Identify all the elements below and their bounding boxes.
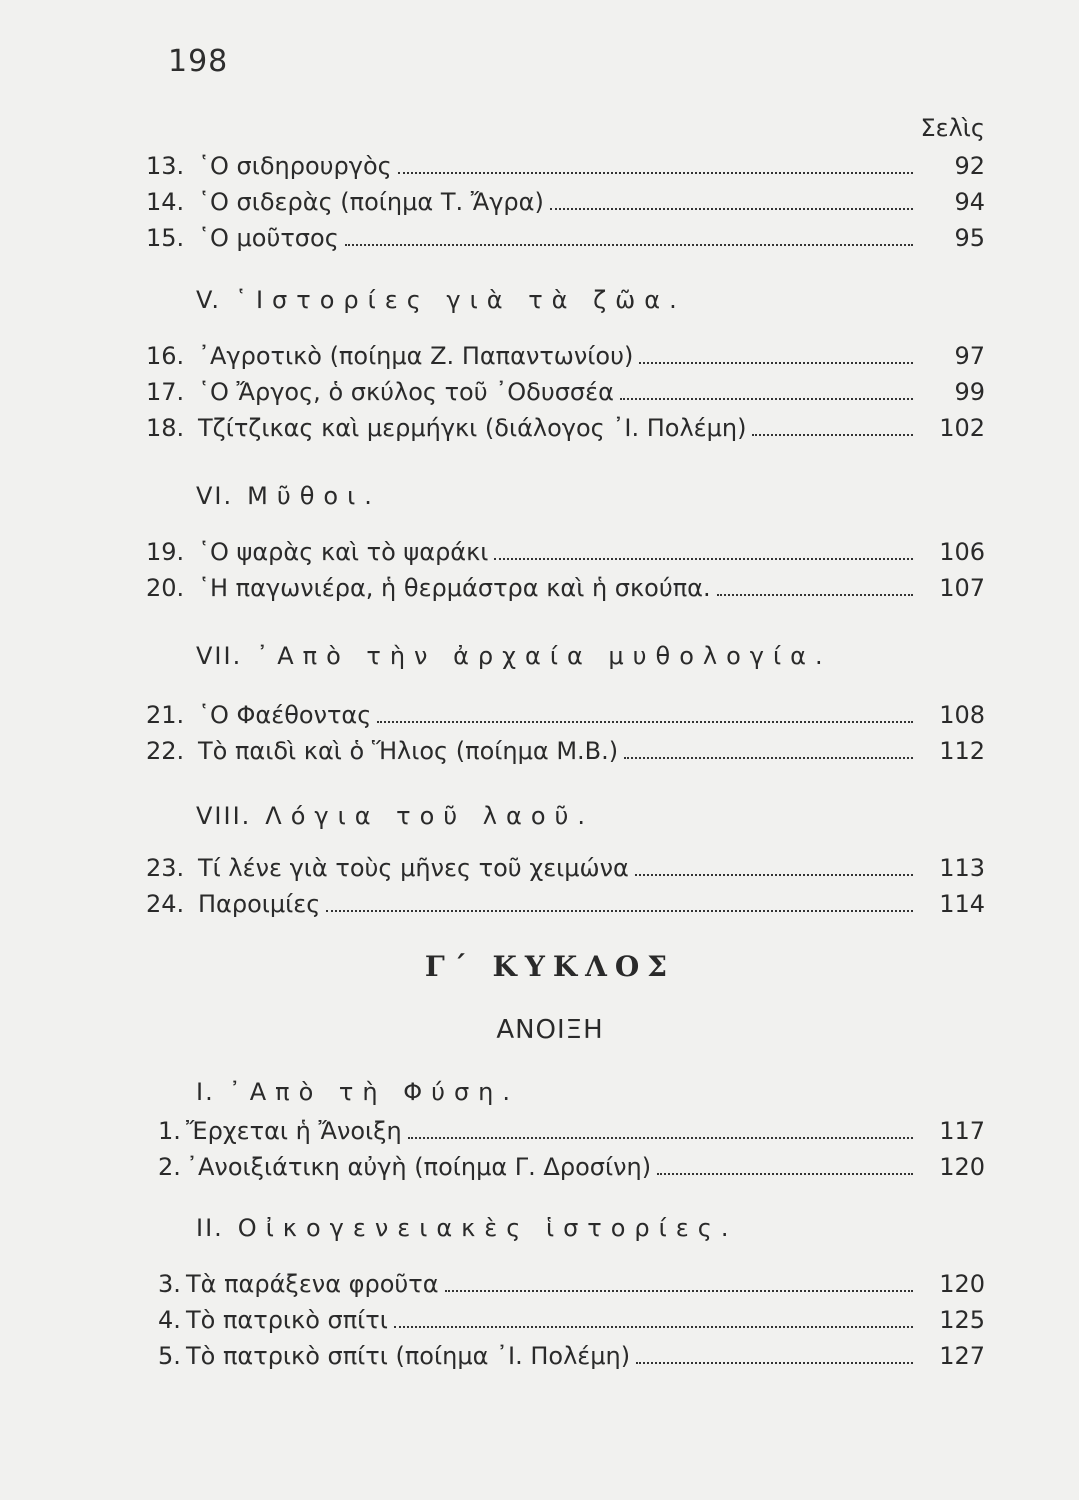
toc-entry-title: Τὸ πατρικὸ σπίτι bbox=[186, 1306, 388, 1334]
toc-entry-number: 19. bbox=[146, 538, 185, 566]
toc-entry-title: ῾Ο Ἄργος, ὁ σκύλος τοῦ ᾿Οδυσσέα bbox=[198, 378, 614, 406]
section-heading bbox=[196, 802, 594, 830]
toc-entry-title: ῾Ο σιδηρουργὸς bbox=[198, 152, 392, 180]
toc-entry-page: 108 bbox=[939, 701, 985, 729]
dot-leader bbox=[639, 362, 913, 364]
section-heading bbox=[196, 642, 832, 670]
toc-entry-number: 13. bbox=[146, 152, 185, 180]
toc-entry-page: 113 bbox=[939, 854, 985, 882]
toc-entry-page: 125 bbox=[939, 1306, 985, 1334]
dot-leader bbox=[494, 558, 913, 560]
dot-leader bbox=[345, 244, 913, 246]
toc-entry bbox=[0, 338, 1079, 374]
toc-entry-page: 97 bbox=[954, 342, 985, 370]
toc-entry-number: 3. bbox=[158, 1270, 181, 1298]
cycle-title: Γ΄ ΚΥΚΛΟΣ bbox=[424, 950, 676, 983]
dot-leader bbox=[408, 1137, 913, 1139]
toc-entry-title: Τὸ πατρικὸ σπίτι (ποίημα ᾿Ι. Πολέμη) bbox=[186, 1342, 631, 1370]
toc-entry bbox=[0, 1338, 1079, 1374]
toc-entry-number: 1. bbox=[158, 1117, 181, 1145]
dot-leader bbox=[326, 910, 913, 912]
section-heading bbox=[196, 482, 381, 510]
dot-leader bbox=[635, 874, 913, 876]
section-title: Μῦθοι. bbox=[247, 482, 381, 510]
toc-entry-page: 99 bbox=[954, 378, 985, 406]
section-title: ᾿Απὸ τὴ Φύση. bbox=[228, 1078, 520, 1106]
dot-leader bbox=[550, 208, 913, 210]
toc-entry bbox=[0, 374, 1079, 410]
dot-leader bbox=[445, 1290, 913, 1292]
dot-leader bbox=[620, 398, 913, 400]
section-numeral: VII. bbox=[196, 642, 243, 670]
dot-leader bbox=[394, 1326, 913, 1328]
toc-entry-number: 5. bbox=[158, 1342, 181, 1370]
toc-entry-page: 114 bbox=[939, 890, 985, 918]
toc-entry-number: 24. bbox=[146, 890, 185, 918]
toc-entry bbox=[0, 1266, 1079, 1302]
toc-entry-number: 15. bbox=[146, 224, 185, 252]
toc-entry bbox=[0, 1113, 1079, 1149]
dot-leader bbox=[624, 757, 913, 759]
toc-entry-number: 4. bbox=[158, 1306, 181, 1334]
toc-entry-title: Τζίτζικας καὶ μερμήγκι (διάλογος ᾿Ι. Πολέμη) bbox=[198, 414, 747, 442]
toc-entry-page: 120 bbox=[939, 1270, 985, 1298]
section-title: Λόγια τοῦ λαοῦ. bbox=[265, 802, 595, 830]
toc-entry-number: 16. bbox=[146, 342, 185, 370]
section-numeral: I. bbox=[196, 1078, 215, 1106]
toc-entry bbox=[0, 850, 1079, 886]
toc-entry bbox=[0, 1149, 1079, 1185]
toc-entry bbox=[0, 886, 1079, 922]
toc-entry bbox=[0, 534, 1079, 570]
dot-leader bbox=[636, 1362, 913, 1364]
toc-entry-number: 21. bbox=[146, 701, 185, 729]
toc-entry-page: 117 bbox=[939, 1117, 985, 1145]
toc-entry-title: ῾Ο μοῦτσος bbox=[198, 224, 339, 252]
page-number: 198 bbox=[168, 44, 229, 79]
toc-entry-number: 23. bbox=[146, 854, 185, 882]
toc-entry-number: 2. bbox=[158, 1153, 181, 1181]
toc-entry-page: 92 bbox=[954, 152, 985, 180]
toc-entry bbox=[0, 733, 1079, 769]
section-heading bbox=[196, 1214, 737, 1242]
section-numeral: VI. bbox=[196, 482, 234, 510]
section-numeral: VIII. bbox=[196, 802, 252, 830]
toc-entry bbox=[0, 570, 1079, 606]
toc-entry-number: 18. bbox=[146, 414, 185, 442]
dot-leader bbox=[752, 434, 913, 436]
toc-entry bbox=[0, 184, 1079, 220]
toc-entry bbox=[0, 148, 1079, 184]
toc-entry-page: 102 bbox=[939, 414, 985, 442]
toc-entry-page: 107 bbox=[939, 574, 985, 602]
section-numeral: V. bbox=[196, 286, 221, 314]
toc-entry-page: 120 bbox=[939, 1153, 985, 1181]
section-title: Οἰκογενειακὲς ἱστορίες. bbox=[237, 1214, 738, 1242]
toc-entry-title: Τὸ παιδὶ καὶ ὁ Ἥλιος (ποίημα Μ.Β.) bbox=[198, 737, 619, 765]
dot-leader bbox=[717, 594, 913, 596]
toc-entry bbox=[0, 697, 1079, 733]
toc-entry-page: 127 bbox=[939, 1342, 985, 1370]
section-title: ῾Ιστορίες γιὰ τὰ ζῶα. bbox=[234, 286, 686, 314]
page-column-label: Σελὶς bbox=[920, 114, 985, 142]
toc-entry-title: ῾Ο Φαέθοντας bbox=[198, 701, 372, 729]
toc-entry-title: ῾Ο σιδερὰς (ποίημα Τ. Ἄγρα) bbox=[198, 188, 544, 216]
section-numeral: II. bbox=[196, 1214, 224, 1242]
toc-entry bbox=[0, 410, 1079, 446]
toc-entry-title: ῾Ο ψαρὰς καὶ τὸ ψαράκι bbox=[198, 538, 489, 566]
toc-entry-title: Τί λένε γιὰ τοὺς μῆνες τοῦ χειμώνα bbox=[198, 854, 629, 882]
toc-entry-number: 22. bbox=[146, 737, 185, 765]
toc-entry-title: Ἔρχεται ἡ Ἄνοιξη bbox=[186, 1117, 402, 1145]
section-title: ᾿Απὸ τὴν ἀρχαία μυθολογία. bbox=[256, 642, 832, 670]
dot-leader bbox=[657, 1173, 913, 1175]
toc-entry-title: Τὰ παράξενα φροῦτα bbox=[186, 1270, 439, 1298]
dot-leader bbox=[377, 721, 913, 723]
season-title: ΑΝΟΙΞΗ bbox=[496, 1015, 604, 1045]
toc-entry-page: 95 bbox=[954, 224, 985, 252]
toc-entry-title: ᾿Ανοιξιάτικη αὐγὴ (ποίημα Γ. Δροσίνη) bbox=[186, 1153, 652, 1181]
toc-entry-title: ᾿Αγροτικὸ (ποίημα Ζ. Παπαντωνίου) bbox=[198, 342, 634, 370]
toc-entry-number: 17. bbox=[146, 378, 185, 406]
toc-entry-title: ῾Η παγωνιέρα, ἡ θερμάστρα καὶ ἡ σκούπα. bbox=[198, 574, 711, 602]
toc-entry-number: 14. bbox=[146, 188, 185, 216]
toc-entry-page: 112 bbox=[939, 737, 985, 765]
toc-entry-number: 20. bbox=[146, 574, 185, 602]
toc-entry-page: 106 bbox=[939, 538, 985, 566]
toc-entry bbox=[0, 220, 1079, 256]
toc-entry-page: 94 bbox=[954, 188, 985, 216]
toc-entry-title: Παροιμίες bbox=[198, 890, 321, 918]
section-heading bbox=[196, 1078, 519, 1106]
section-heading bbox=[196, 286, 686, 314]
toc-entry bbox=[0, 1302, 1079, 1338]
dot-leader bbox=[398, 172, 913, 174]
